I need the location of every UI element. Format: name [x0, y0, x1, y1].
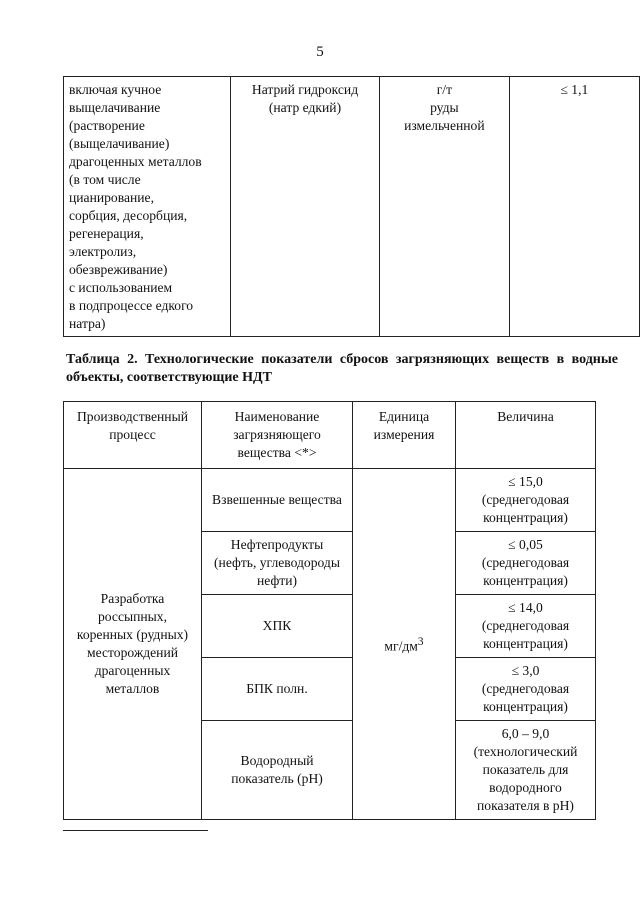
header-process — [64, 402, 202, 469]
header-process-text: Производственный процесс — [76, 409, 188, 442]
value-cell — [456, 658, 596, 721]
substance-cell — [202, 658, 353, 721]
unit-text: мг/дм — [384, 638, 418, 654]
substance-text: БПК полн. — [246, 681, 308, 696]
header-unit-text: Единица измерения — [373, 409, 435, 442]
substance-cell — [202, 721, 353, 820]
ndt-discharge-table — [63, 401, 596, 820]
value-text: ≤ 1,1 — [560, 82, 589, 97]
substance-cell — [231, 77, 380, 337]
page-number: 5 — [316, 44, 324, 60]
table-caption: Таблица 2. Технологические показатели сбросов загрязняющих веществ в водные объекты, соответствующие НДТ — [66, 352, 618, 385]
process-cell — [64, 469, 202, 820]
unit-cell — [379, 77, 509, 337]
value-cell — [509, 77, 639, 337]
value-cell — [456, 595, 596, 658]
value-text: ≤ 3,0 (среднегодовая концентрация) — [481, 663, 570, 714]
header-substance — [202, 402, 353, 469]
header-value-text: Величина — [497, 409, 554, 424]
value-cell — [456, 721, 596, 820]
substance-text: Нефтепродукты (нефть, углеводороды нефти) — [214, 537, 340, 588]
substance-text: Водородный показатель (pH) — [231, 753, 323, 786]
unit-superscript: 3 — [417, 635, 424, 648]
substance-text: ХПК — [262, 618, 292, 633]
header-substance-text: Наименование загрязняющего вещества <*> — [233, 409, 321, 460]
process-text: Разработка россыпных, коренных (рудных) месторождений драгоценных металлов — [76, 591, 189, 696]
value-text: ≤ 14,0 (среднегодовая концентрация) — [481, 600, 570, 651]
unit-text: г/т руды измельченной — [404, 82, 485, 133]
value-text: ≤ 15,0 (среднегодовая концентрация) — [481, 474, 570, 525]
table-row — [64, 77, 640, 337]
value-text: ≤ 0,05 (среднегодовая концентрация) — [481, 537, 570, 588]
substance-text: Натрий гидроксид (натр едкий) — [251, 82, 359, 115]
continuation-table — [63, 76, 640, 337]
substance-cell — [202, 532, 353, 595]
unit-cell — [353, 469, 456, 820]
value-text: 6,0 – 9,0 (технологический показатель для водородного показателя в pH) — [473, 726, 578, 813]
substance-text: Взвешенные вещества — [212, 492, 342, 507]
value-cell — [456, 532, 596, 595]
header-row — [64, 402, 596, 469]
substance-cell — [202, 595, 353, 658]
header-unit — [353, 402, 456, 469]
value-cell — [456, 469, 596, 532]
table-row — [64, 469, 596, 532]
substance-cell — [202, 469, 353, 532]
process-cell — [64, 77, 231, 337]
footnote-separator — [63, 830, 208, 831]
header-value — [456, 402, 596, 469]
process-text: включая кучное выщелачивание (растворение (выщелачивание) драгоценных металлов (в том числе цианирование, сорбция, десорбция, регенерация, электролиз, обезвреживание) с использованием в подпроцессе едкого натра) — [69, 82, 202, 331]
